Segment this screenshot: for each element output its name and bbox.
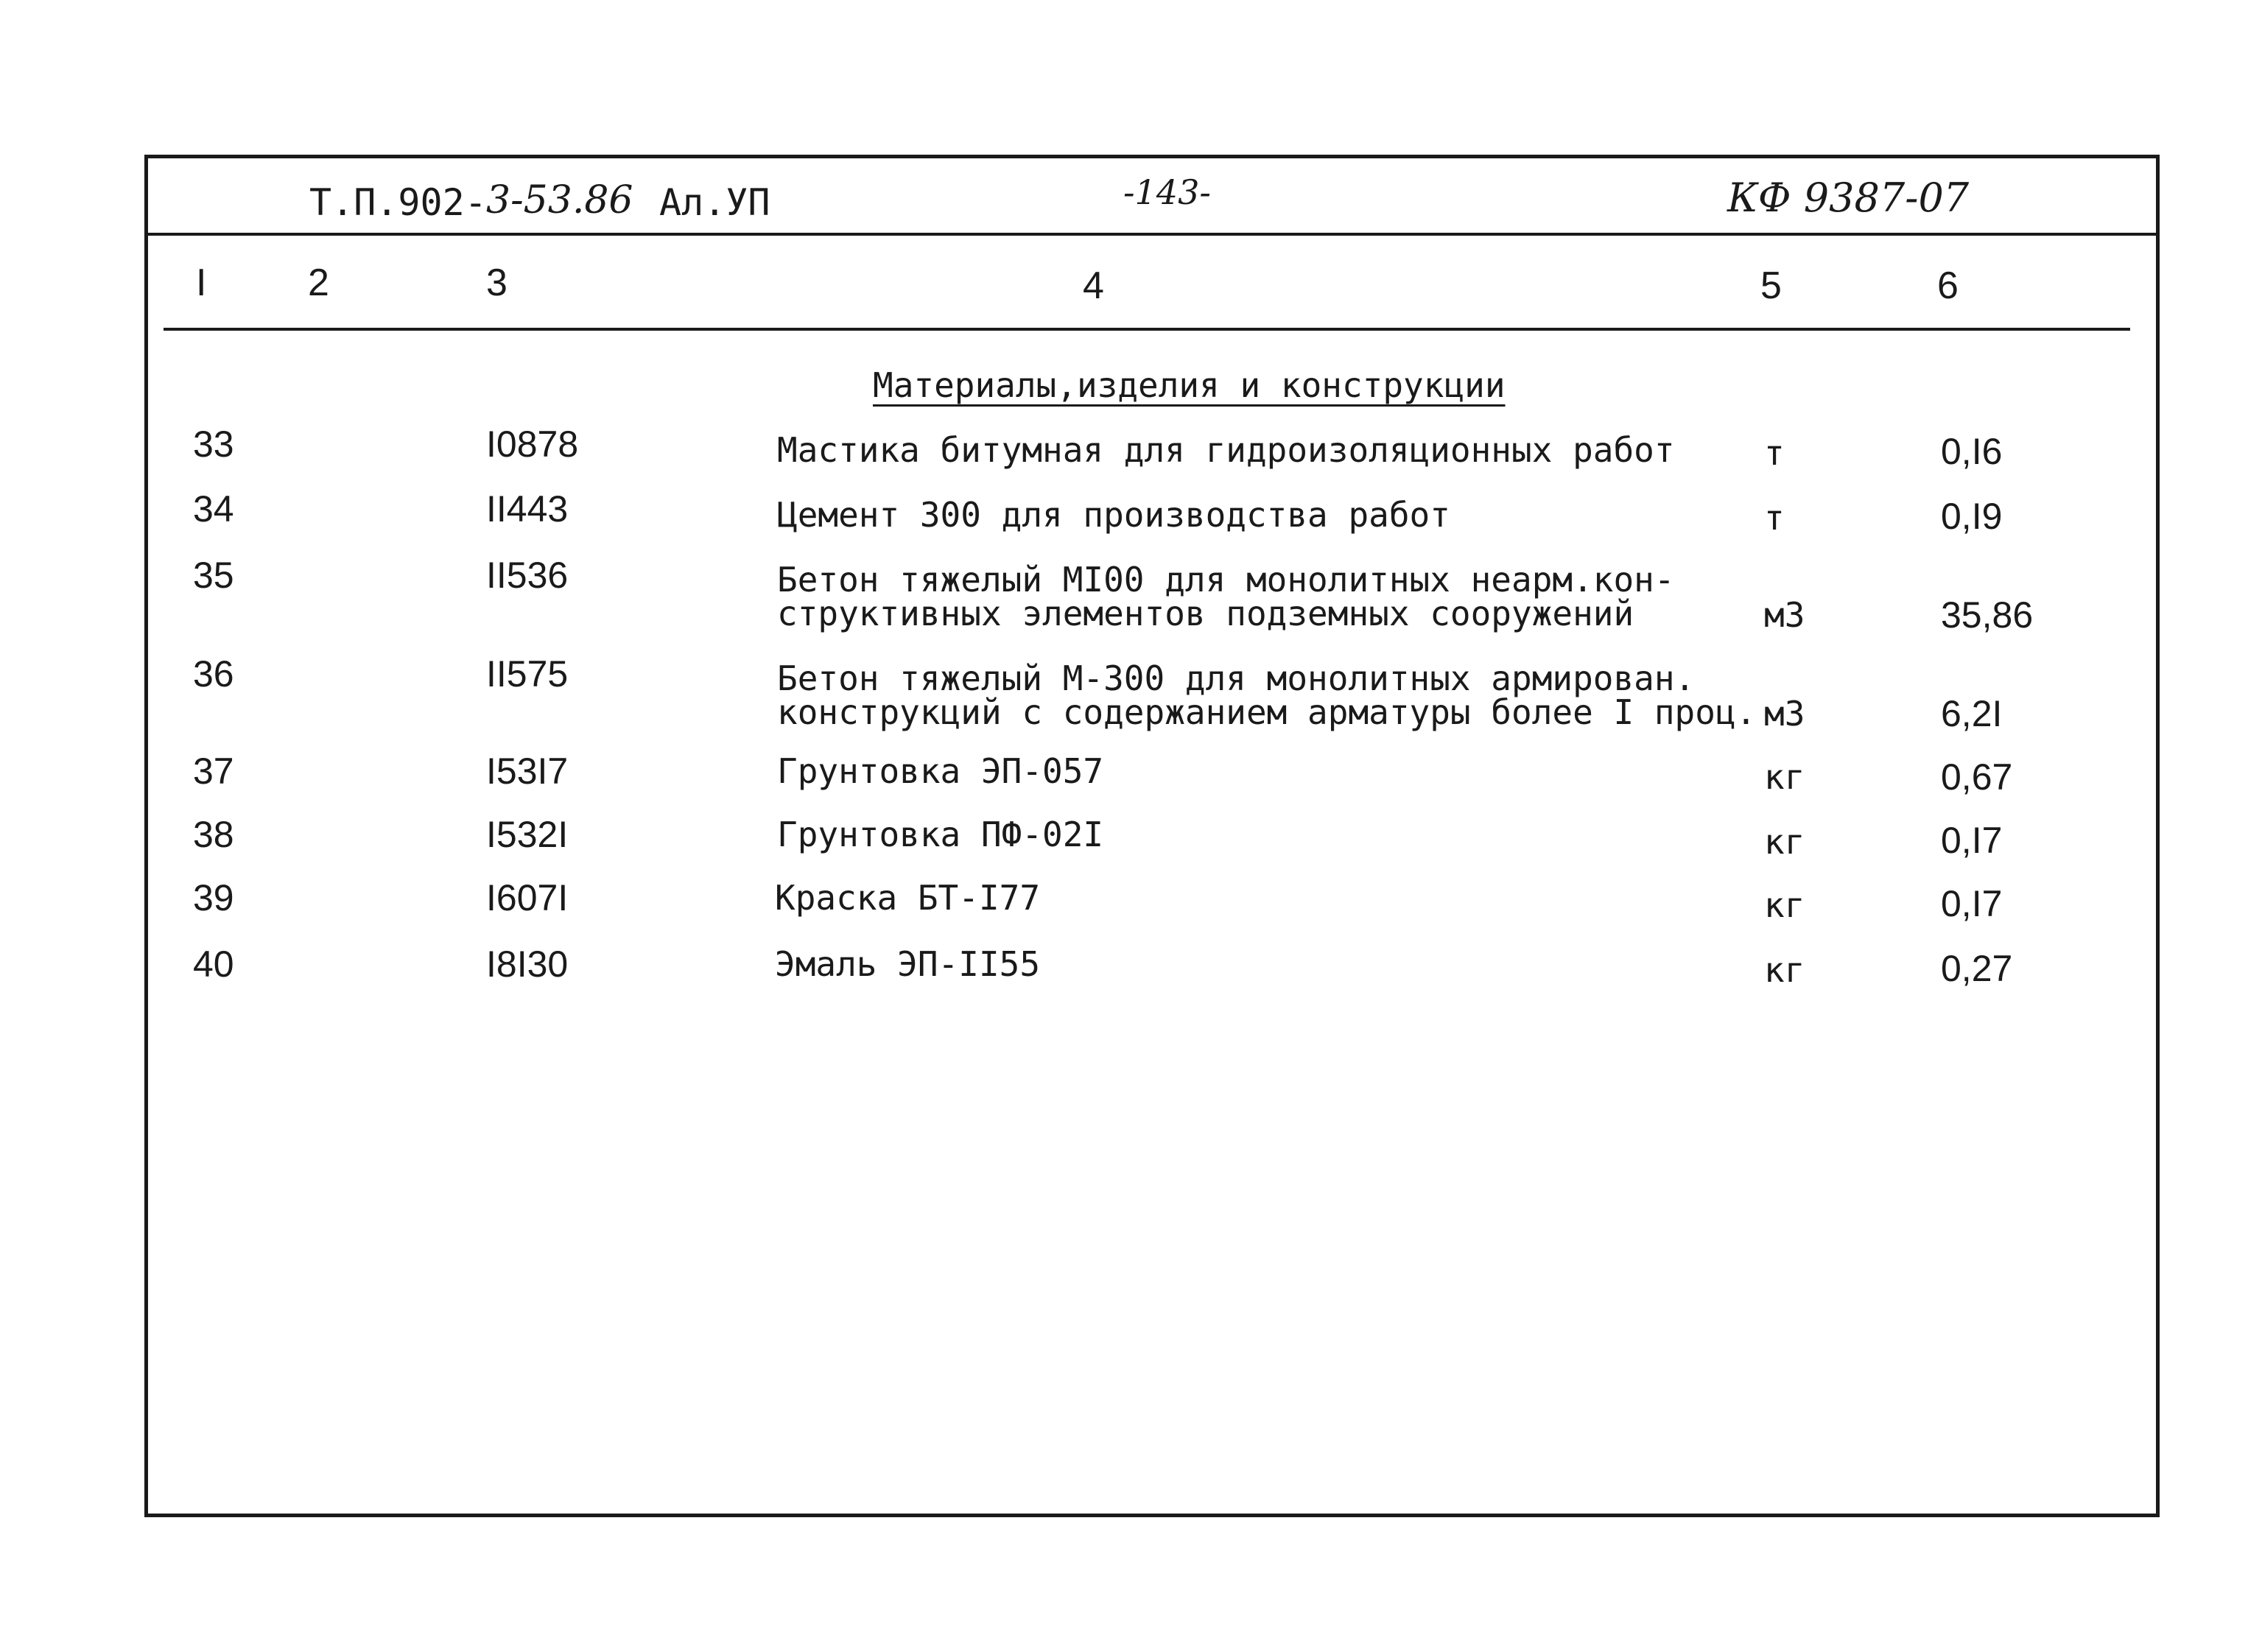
row-code: I0878 — [486, 423, 579, 465]
row-number: 35 — [193, 555, 234, 596]
document-frame — [144, 155, 2160, 1517]
row-description: Грунтовка ПФ-02I — [777, 815, 1104, 854]
row-quantity: 0,I7 — [1941, 820, 2003, 861]
row-number: 39 — [193, 877, 234, 918]
row-number: 33 — [193, 423, 234, 465]
column-number-4: 4 — [1083, 264, 1104, 307]
row-quantity: 0,I9 — [1941, 496, 2003, 537]
row-unit: м3 — [1764, 595, 1805, 635]
row-description: Бетон тяжелый МI00 для монолитных неарм.кон- — [777, 560, 1675, 600]
row-code: I8I30 — [486, 943, 569, 985]
row-quantity: 0,I7 — [1941, 883, 2003, 924]
doc-code-suffix: 3-53.86 — [486, 178, 633, 222]
row-unit: м3 — [1764, 694, 1805, 734]
row-unit: кг — [1764, 950, 1805, 990]
row-description: Бетон тяжелый М-300 для монолитных армирован. — [777, 658, 1696, 698]
header-divider — [144, 233, 2160, 236]
row-quantity: 35,86 — [1941, 594, 2034, 636]
row-quantity: 0,27 — [1941, 948, 2013, 989]
doc-code-prefix: Т.П.902- — [309, 181, 487, 224]
row-code: I53I7 — [486, 751, 569, 792]
column-number-6: 6 — [1937, 264, 1959, 307]
row-number: 38 — [193, 814, 234, 855]
row-number: 40 — [193, 943, 234, 985]
album-label: Ал.УП — [659, 181, 770, 224]
row-unit: т — [1764, 433, 1785, 473]
row-unit: кг — [1764, 885, 1805, 925]
column-number-3: 3 — [486, 261, 507, 304]
row-code: II575 — [486, 653, 569, 695]
row-description: Эмаль ЭП-II55 — [775, 944, 1041, 984]
section-title: Материалы,изделия и конструкции — [873, 365, 1506, 405]
row-unit: кг — [1764, 757, 1805, 797]
row-quantity: 6,2I — [1941, 693, 2003, 734]
column-number-1: I — [196, 261, 207, 304]
sheet-code: КФ 9387-07 — [1727, 175, 1970, 221]
row-number: 34 — [193, 488, 234, 530]
row-description-continued: конструкций с содержанием арматуры более I проц. — [777, 692, 1757, 732]
row-description-continued: структивных элементов подземных сооружений — [777, 594, 1634, 633]
row-number: 36 — [193, 653, 234, 695]
row-unit: кг — [1764, 822, 1805, 862]
row-number: 37 — [193, 751, 234, 792]
row-code: I607I — [486, 877, 569, 918]
columns-divider — [164, 328, 2130, 331]
row-description: Цемент 300 для производства работ — [777, 495, 1450, 535]
column-number-5: 5 — [1760, 264, 1782, 307]
row-unit: т — [1764, 498, 1785, 538]
row-description: Грунтовка ЭП-057 — [777, 751, 1104, 791]
row-code: I532I — [486, 814, 569, 855]
column-number-2: 2 — [308, 261, 329, 304]
row-code: II536 — [486, 555, 569, 596]
row-quantity: 0,67 — [1941, 756, 2013, 798]
page-number: -143- — [1123, 172, 1211, 212]
row-description: Краска БТ-I77 — [775, 878, 1041, 918]
row-code: II443 — [486, 488, 569, 530]
row-quantity: 0,I6 — [1941, 431, 2003, 472]
row-description: Мастика битумная для гидроизоляционных работ — [777, 430, 1675, 470]
